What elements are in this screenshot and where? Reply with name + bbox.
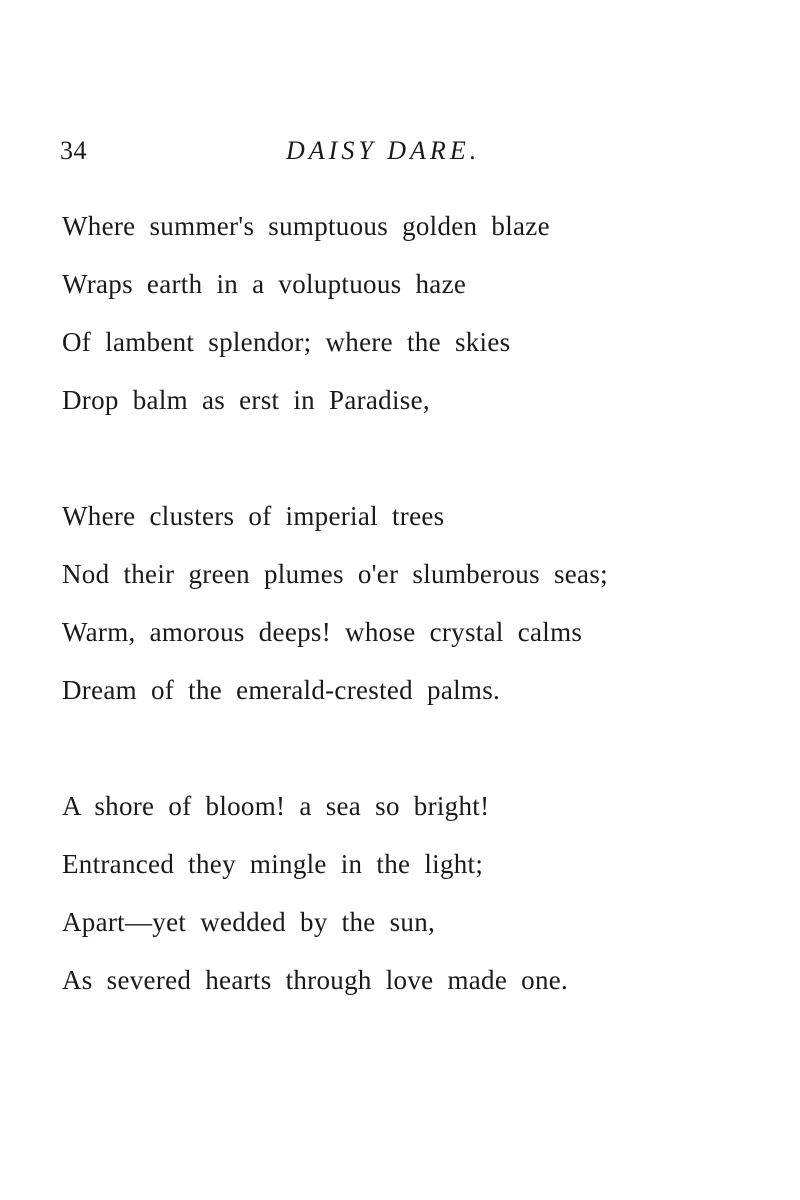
poem-line: Dream of the emerald-crested palms. [62,675,501,705]
stanza-1 [62,197,762,429]
page-header [60,136,740,172]
poem-line: Where summer's sumptuous golden blaze [62,211,550,241]
poem-line: Nod their green plumes o'er slumberous seas; [62,559,608,589]
poem-line: As severed hearts through love made one. [62,965,569,995]
poem-line: A shore of bloom! a sea so bright! [62,791,490,821]
running-title: DAISY DARE. [286,136,481,165]
poem-line: Of lambent splendor; where the skies [62,327,511,357]
poem-line: Wraps earth in a voluptuous haze [62,269,467,299]
stanza-2 [62,487,762,719]
poem-line: Warm, amorous deeps! whose crystal calms [62,617,583,647]
poem-line: Where clusters of imperial trees [62,501,445,531]
poem-line: Entranced they mingle in the light; [62,849,484,879]
poem-body [62,197,762,1009]
poem-line: Apart—yet wedded by the sun, [62,907,436,937]
page-number: 34 [60,136,87,165]
poem-line: Drop balm as erst in Paradise, [62,385,430,415]
stanza-3 [62,777,762,1009]
